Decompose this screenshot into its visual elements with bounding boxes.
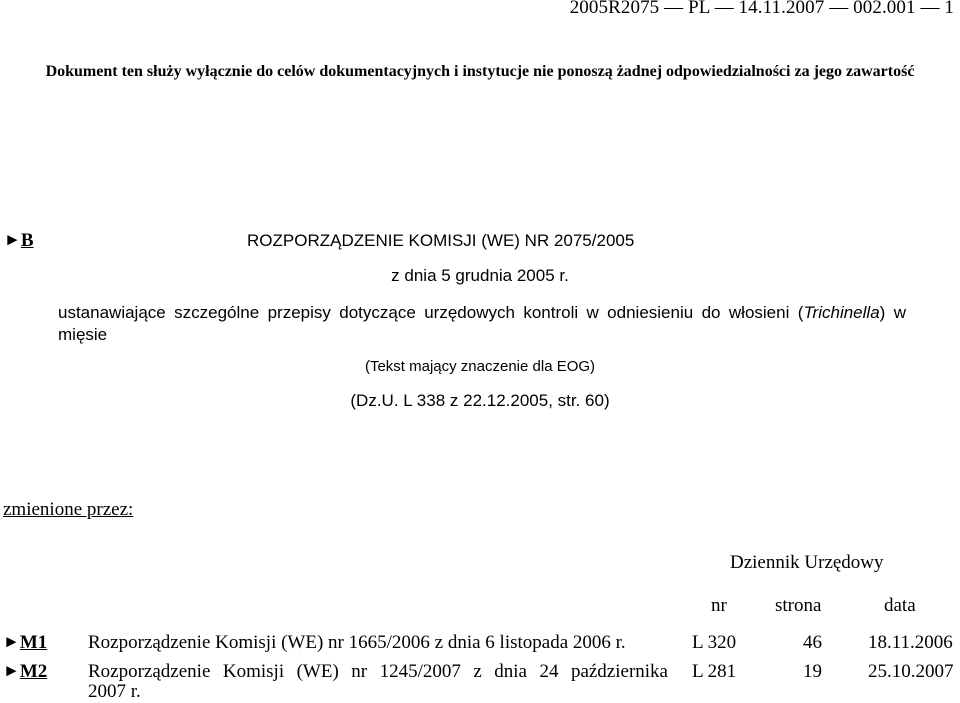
regulation-date: z dnia 5 grudnia 2005 r. xyxy=(391,266,569,285)
amendment-marker-label: M1 xyxy=(19,632,48,653)
triangle-right-icon: ► xyxy=(4,230,21,249)
amendment-text: Rozporządzenie Komisji (WE) nr 1665/2006 z dnia 6 listopada 2006 r. xyxy=(88,632,626,653)
subject-text-1: ustanawiające szczególne przepisy dotyczące urzędowych kontroli w odniesieniu do włosieni ( xyxy=(58,303,804,322)
amendment-marker-m2[interactable] xyxy=(3,661,47,683)
column-header-date: data xyxy=(884,595,916,616)
amendment-marker-label: M2 xyxy=(19,661,48,682)
regulation-subject xyxy=(58,302,906,346)
basic-marker-label: B xyxy=(20,230,34,251)
subject-text-2: ) w mięsie xyxy=(58,303,906,344)
amendment-marker-m1[interactable] xyxy=(3,632,47,654)
amendment-date: 25.10.2007 xyxy=(868,661,954,682)
amendment-date: 18.11.2006 xyxy=(868,632,953,653)
amendment-oj-no: L 320 xyxy=(692,632,737,653)
amended-by-heading: zmienione przez: xyxy=(3,499,134,520)
regulation-title: ROZPORZĄDZENIE KOMISJI (WE) NR 2075/2005 xyxy=(247,231,635,250)
subject-italic: Trichinella xyxy=(803,303,880,322)
disclaimer: Dokument ten służy wyłącznie do celów dokumentacyjnych i instytucje nie ponoszą żadnej odpowiedzialności za jego zawartość xyxy=(45,63,915,80)
amendment-text-continued: 2007 r. xyxy=(88,681,141,702)
amendment-page: 46 xyxy=(803,632,822,653)
eea-relevance: (Tekst mający znaczenie dla EOG) xyxy=(364,358,596,375)
amendment-text: Rozporządzenie Komisji (WE) nr 1245/2007 z dnia 24 października xyxy=(88,661,668,682)
official-journal-reference: (Dz.U. L 338 z 22.12.2005, str. 60) xyxy=(350,391,610,410)
triangle-right-icon: ► xyxy=(3,632,20,651)
basic-act-marker[interactable] xyxy=(4,230,34,252)
journal-column-header: Dziennik Urzędowy xyxy=(730,552,884,573)
column-header-no: nr xyxy=(711,595,727,616)
amendment-page: 19 xyxy=(803,661,822,682)
column-header-page: strona xyxy=(775,595,822,616)
amendment-oj-no: L 281 xyxy=(692,661,737,682)
triangle-right-icon: ► xyxy=(3,661,20,680)
running-head: 2005R2075 — PL — 14.11.2007 — 002.001 — 1 xyxy=(569,0,954,18)
